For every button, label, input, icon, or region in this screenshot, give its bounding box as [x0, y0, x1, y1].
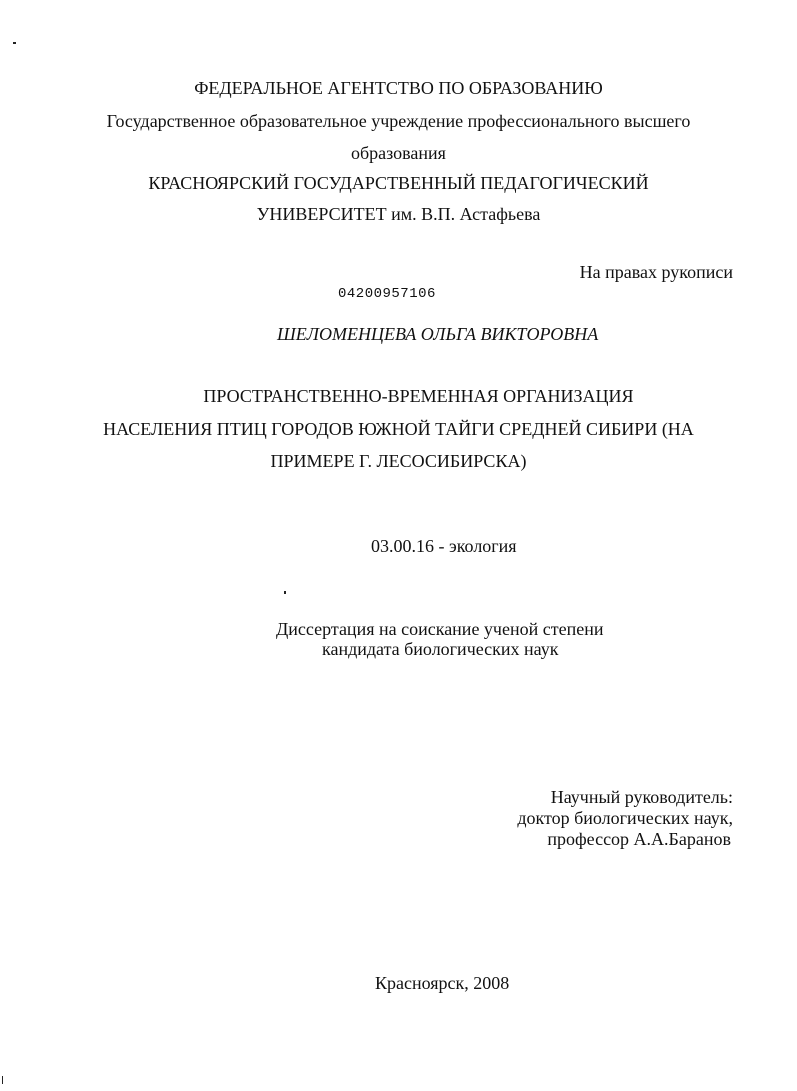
catalog-number: 04200957106	[338, 286, 436, 302]
scan-speck	[13, 42, 16, 44]
scan-speck	[2, 1076, 3, 1084]
place-year: Красноярск, 2008	[375, 973, 510, 993]
specialty-code: 03.00.16 - экология	[371, 536, 517, 556]
scan-speck	[284, 591, 286, 594]
institution-line-2: образования	[351, 143, 446, 163]
manuscript-rights-note: На правах рукописи	[579, 262, 733, 282]
university-line-1: КРАСНОЯРСКИЙ ГОСУДАРСТВЕННЫЙ ПЕДАГОГИЧЕСКИЙ	[148, 173, 649, 193]
supervisor-label: Научный руководитель:	[550, 787, 733, 807]
author-name: ШЕЛОМЕНЦЕВА ОЛЬГА ВИКТОРОВНА	[277, 324, 599, 344]
dissertation-title-line-1: ПРОСТРАНСТВЕННО-ВРЕМЕННАЯ ОРГАНИЗАЦИЯ	[203, 386, 634, 406]
degree-line-2: кандидата биологических наук	[322, 639, 559, 659]
agency-heading: ФЕДЕРАЛЬНОЕ АГЕНТСТВО ПО ОБРАЗОВАНИЮ	[194, 78, 603, 98]
supervisor-degree: доктор биологических наук,	[517, 808, 733, 828]
dissertation-title-line-2: НАСЕЛЕНИЯ ПТИЦ ГОРОДОВ ЮЖНОЙ ТАЙГИ СРЕДНЕЙ СИБИРИ (НА	[103, 419, 694, 439]
institution-line-1: Государственное образовательное учреждение профессионального высшего	[106, 111, 691, 131]
supervisor-name: профессор А.А.Баранов	[547, 829, 731, 849]
dissertation-title-line-3: ПРИМЕРЕ Г. ЛЕСОСИБИРСКА)	[270, 451, 527, 471]
degree-line-1: Диссертация на соискание ученой степени	[276, 619, 604, 639]
university-line-2: УНИВЕРСИТЕТ им. В.П. Астафьева	[256, 204, 541, 224]
